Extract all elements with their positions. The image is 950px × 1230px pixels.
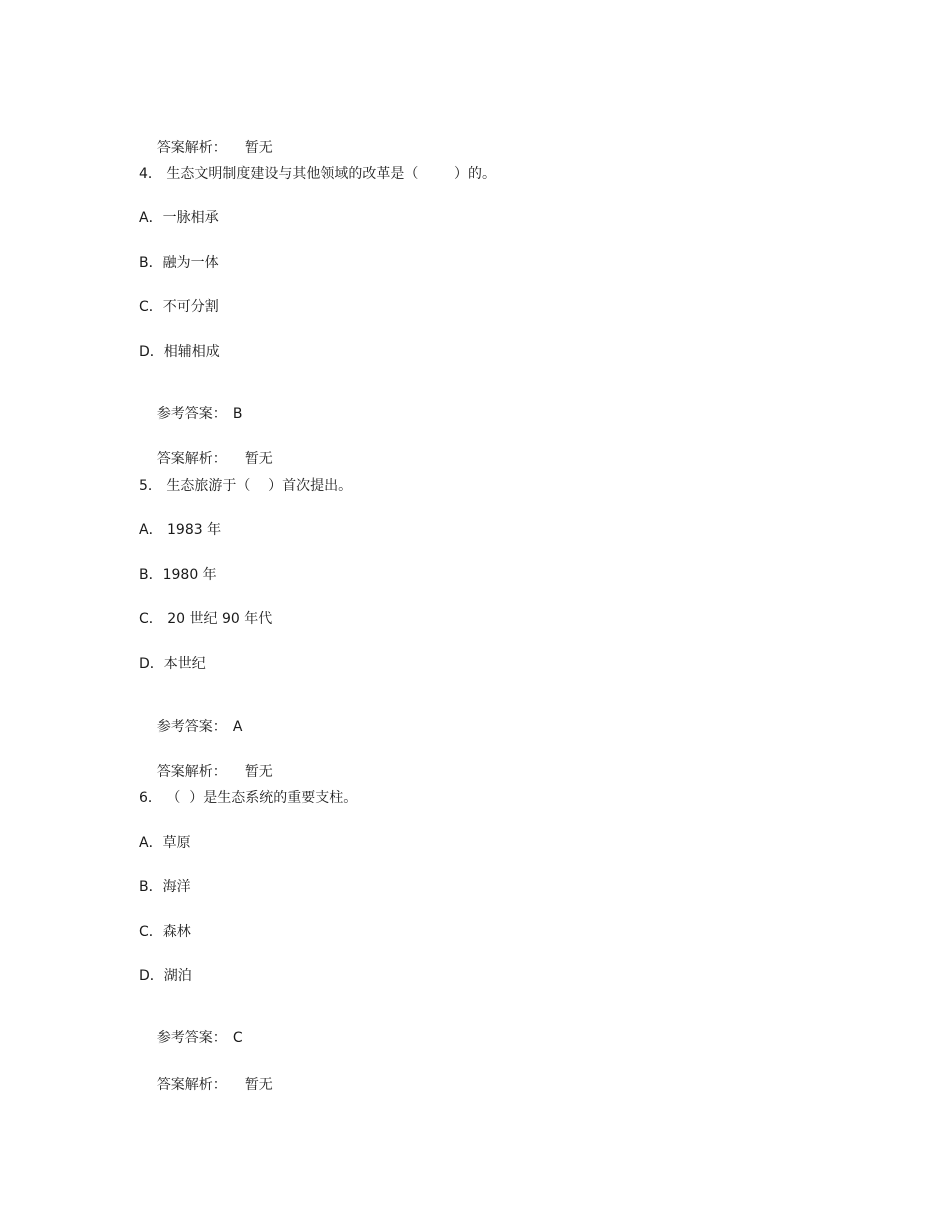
answer-analysis-value: 暂无	[244, 764, 273, 780]
q4-option-b: B．融为一体	[139, 255, 219, 271]
answer-analysis-value: 暂无	[244, 140, 273, 156]
question-4: 4． 生态文明制度建设与其他领域的改革是（ ）的。	[139, 166, 496, 182]
reference-answer-value: A	[232, 719, 243, 735]
reference-answer-value: B	[232, 406, 243, 422]
reference-answer-label: 参考答案：	[156, 406, 227, 422]
q6-option-a: A．草原	[139, 835, 191, 851]
answer-analysis-label: 答案解析：	[156, 451, 227, 467]
reference-answer-label: 参考答案：	[156, 1030, 227, 1046]
reference-answer-label: 参考答案：	[156, 719, 227, 735]
answer-analysis-q6	[139, 1058, 273, 1112]
reference-answer-value: C	[232, 1030, 243, 1046]
q4-option-c: C．不可分割	[139, 299, 219, 315]
reference-answer-q6	[139, 1011, 243, 1065]
answer-analysis-label: 答案解析：	[156, 140, 227, 156]
q5-option-b: B．1980 年	[139, 567, 217, 583]
q6-option-c: C．森林	[139, 924, 191, 940]
q6-option-b: B．海洋	[139, 879, 191, 895]
answer-analysis-value: 暂无	[244, 1077, 273, 1093]
q5-option-d: D．本世纪	[139, 656, 206, 672]
answer-analysis-label: 答案解析：	[156, 764, 227, 780]
q4-option-a: A．一脉相承	[139, 210, 219, 226]
answer-analysis-label: 答案解析：	[156, 1077, 227, 1093]
answer-analysis-value: 暂无	[244, 451, 273, 467]
q5-option-c: C． 20 世纪 90 年代	[139, 611, 273, 627]
q4-option-d: D．相辅相成	[139, 344, 220, 360]
q5-option-a: A． 1983 年	[139, 522, 222, 538]
q6-option-d: D．湖泊	[139, 968, 192, 984]
question-5: 5． 生态旅游于（ ）首次提出。	[139, 478, 353, 494]
question-6: 6． （ ）是生态系统的重要支柱。	[139, 790, 358, 806]
